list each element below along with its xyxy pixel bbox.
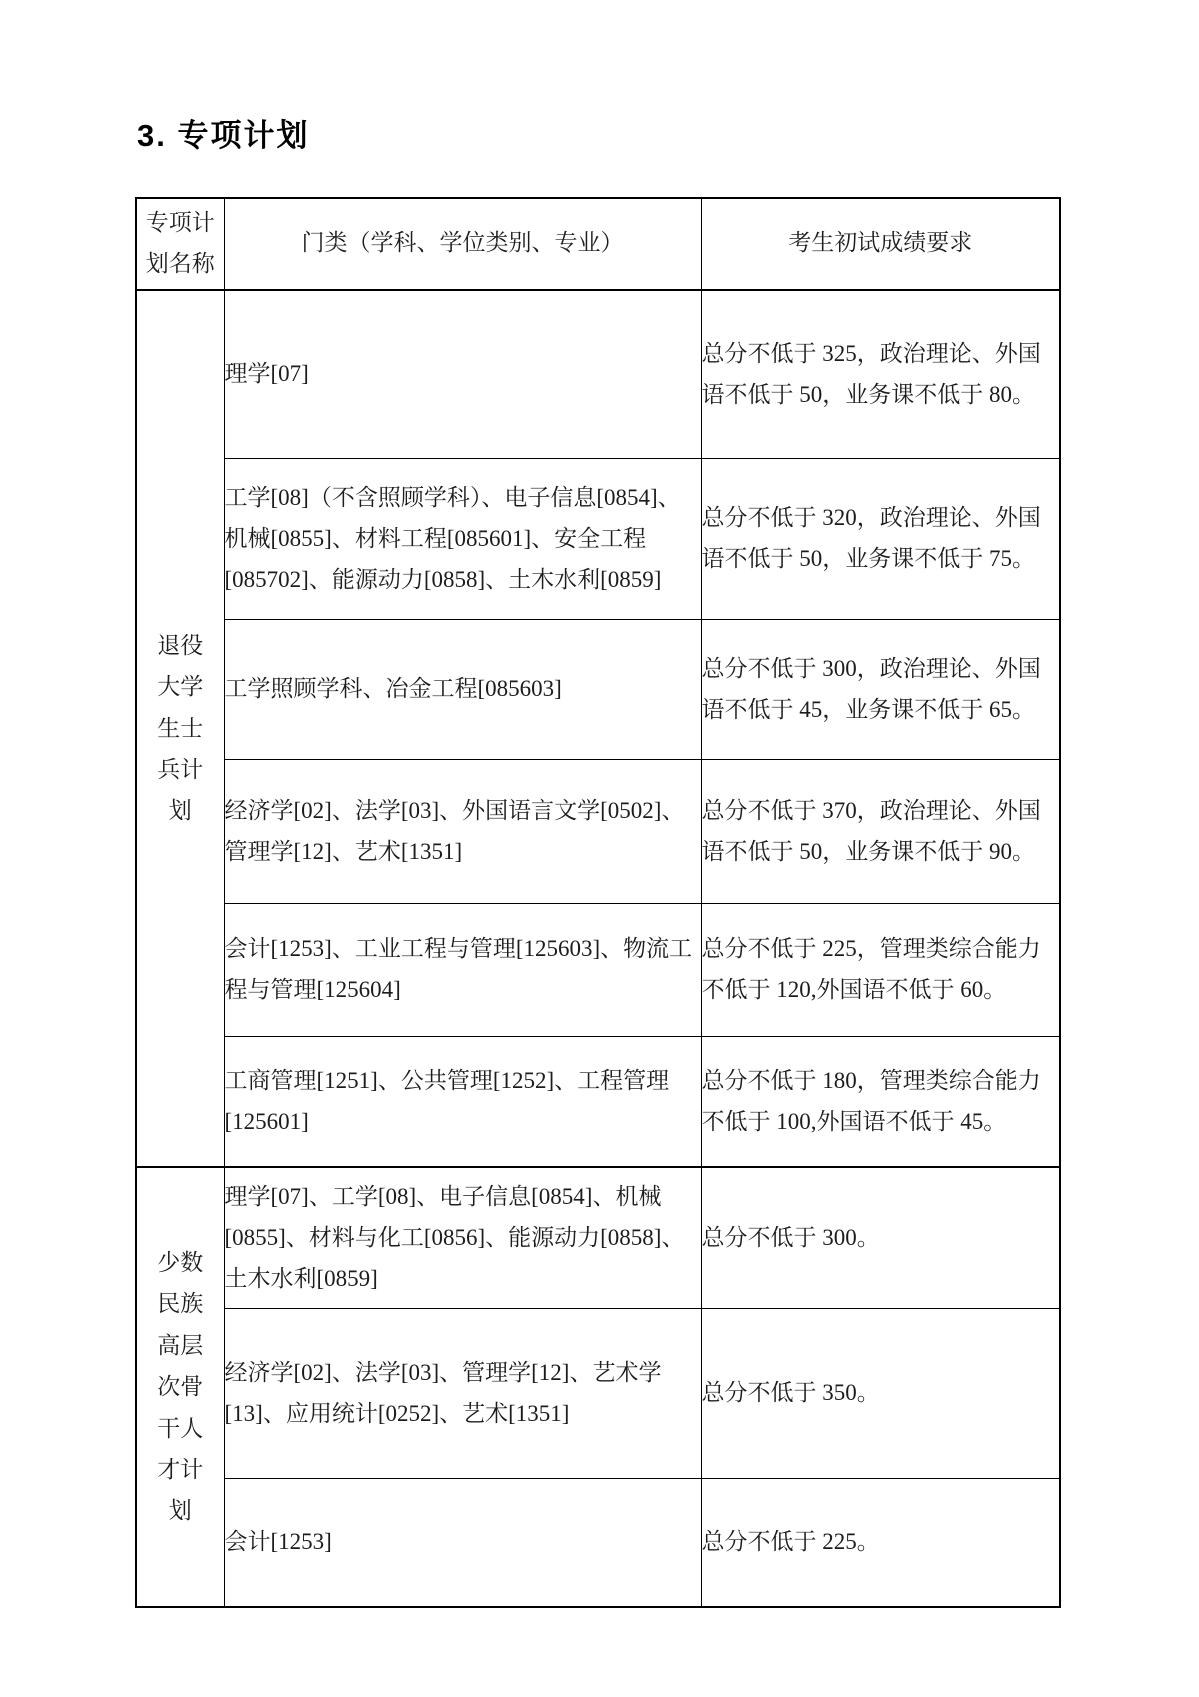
table-row <box>136 1309 1060 1479</box>
header-category: 门类（学科、学位类别、专业） <box>224 198 701 290</box>
requirement-cell: 总分不低于 300。 <box>701 1167 1060 1309</box>
table-row <box>136 459 1060 620</box>
header-plan-name: 专项计划名称 <box>136 198 224 290</box>
category-cell: 经济学[02]、法学[03]、管理学[12]、艺术学[13]、应用统计[0252]、艺术[1351] <box>224 1309 701 1479</box>
requirement-cell: 总分不低于 320，政治理论、外国语不低于 50，业务课不低于 75。 <box>701 459 1060 620</box>
section-title: 3. 专项计划 <box>137 118 310 153</box>
special-plan-table <box>135 197 1061 1608</box>
group-label-text: 少数民族高层次骨干人才计划 <box>157 1250 204 1524</box>
requirement-cell: 总分不低于 300，政治理论、外国语不低于 45，业务课不低于 65。 <box>701 620 1060 760</box>
group-label-minority-backbone-plan <box>136 1167 224 1607</box>
category-cell: 经济学[02]、法学[03]、外国语言文学[0502]、管理学[12]、艺术[1351] <box>224 760 701 904</box>
requirement-cell: 总分不低于 370，政治理论、外国语不低于 50，业务课不低于 90。 <box>701 760 1060 904</box>
group-label-veteran-soldier-plan <box>136 290 224 1167</box>
table-row <box>136 760 1060 904</box>
group-label-text: 退役大学生士兵计划 <box>157 632 204 824</box>
category-cell: 工学[08]（不含照顾学科）、电子信息[0854]、机械[0855]、材料工程[085601]、安全工程[085702]、能源动力[0858]、土木水利[0859] <box>224 459 701 620</box>
category-cell: 工商管理[1251]、公共管理[1252]、工程管理[125601] <box>224 1037 701 1167</box>
category-cell: 会计[1253] <box>224 1479 701 1607</box>
table-row <box>136 620 1060 760</box>
table-row <box>136 904 1060 1037</box>
requirement-cell: 总分不低于 180，管理类综合能力不低于 100,外国语不低于 45。 <box>701 1037 1060 1167</box>
requirement-cell: 总分不低于 325，政治理论、外国语不低于 50，业务课不低于 80。 <box>701 290 1060 459</box>
table-header-row <box>136 198 1060 290</box>
table-row <box>136 1479 1060 1607</box>
table-row <box>136 290 1060 459</box>
table-row <box>136 1037 1060 1167</box>
category-cell: 会计[1253]、工业工程与管理[125603]、物流工程与管理[125604] <box>224 904 701 1037</box>
header-score-requirement: 考生初试成绩要求 <box>701 198 1060 290</box>
requirement-cell: 总分不低于 225，管理类综合能力不低于 120,外国语不低于 60。 <box>701 904 1060 1037</box>
requirement-cell: 总分不低于 350。 <box>701 1309 1060 1479</box>
category-cell: 工学照顾学科、冶金工程[085603] <box>224 620 701 760</box>
category-cell: 理学[07] <box>224 290 701 459</box>
table-row <box>136 1167 1060 1309</box>
category-cell: 理学[07]、工学[08]、电子信息[0854]、机械[0855]、材料与化工[0856]、能源动力[0858]、土木水利[0859] <box>224 1167 701 1309</box>
requirement-cell: 总分不低于 225。 <box>701 1479 1060 1607</box>
